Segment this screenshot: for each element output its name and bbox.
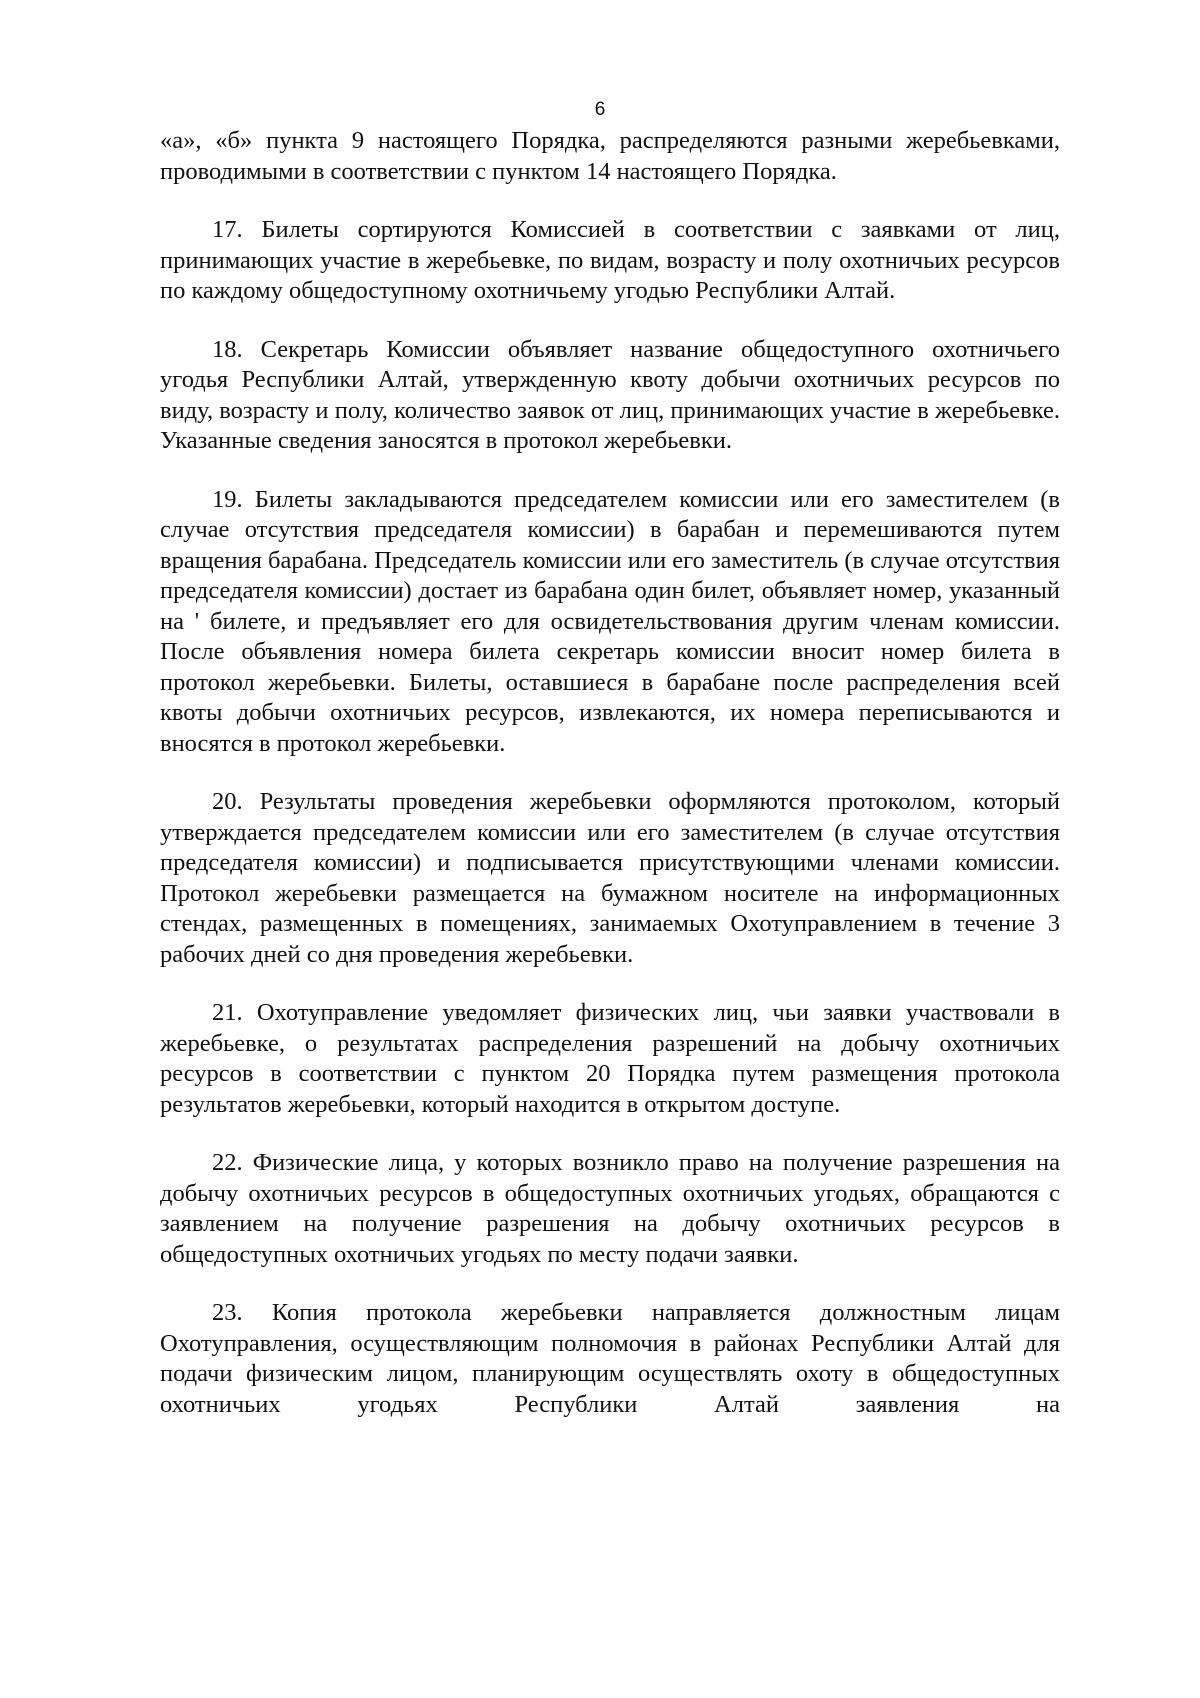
- paragraph-23: 23. Копия протокола жеребьевки направляется должностным лицам Охотуправления, осуществляющим полномочия в районах Республики Алтай для подачи физическим лицом, планирующим осуществлять охоту в общедоступных охотничьих угодьях Республики Алтай заявления на: [160, 1299, 1060, 1418]
- paragraph-21: 21. Охотуправление уведомляет физических лиц, чьи заявки участвовали в жеребьевке, о результатах распределения разрешений на добычу охотничьих ресурсов в соответствии с пунктом 20 Порядка путем размещения протокола результатов жеребьевки, который находится в открытом доступе.: [160, 999, 1060, 1118]
- paragraph-17: 17. Билеты сортируются Комиссией в соответствии с заявками от лиц, принимающих участие в жеребьевке, по видам, возрасту и полу охотничьих ресурсов по каждому общедоступному охотничьему угодью Республики Алтай.: [160, 216, 1060, 304]
- page-number: 6: [594, 99, 606, 120]
- paragraph-20: 20. Результаты проведения жеребьевки оформляются протоколом, который утверждается председателем комиссии или его заместителем (в случае отсутствия председателя комиссии) и подписывается присутствующими членами комиссии. Протокол жеребьевки размещается на бумажном носителе на информационных стендах, размещенных в помещениях, занимаемых Охотуправлением в течение 3 рабочих дней со дня проведения жеребьевки.: [160, 788, 1060, 968]
- paragraph-22: 22. Физические лица, у которых возникло право на получение разрешения на добычу охотничьих ресурсов в общедоступных охотничьих угодьях, обращаются с заявлением на получение разрешения на добычу охотничьих ресурсов в общедоступных охотничьих угодьях по месту подачи заявки.: [160, 1149, 1060, 1268]
- paragraph-18: 18. Секретарь Комиссии объявляет название общедоступного охотничьего угодья Республики Алтай, утвержденную квоту добычи охотничьих ресурсов по виду, возрасту и полу, количество заявок от лиц, принимающих участие в жеребьевке. Указанные сведения заносятся в протокол жеребьевки.: [160, 335, 1060, 454]
- paragraph-continuation: «а», «б» пункта 9 настоящего Порядка, распределяются разными жеребьевками, проводимыми в соответствии с пунктом 14 настоящего Порядка.: [160, 127, 1060, 185]
- document-body: [160, 126, 1060, 1420]
- paragraph-19: 19. Билеты закладываются председателем комиссии или его заместителем (в случае отсутствия председателя комиссии) в барабан и перемешиваются путем вращения барабана. Председатель комиссии или его заместитель (в случае отсутствия председателя комиссии) достает из барабана один билет, объявляет номер, указанный на ' билете, и предъявляет его для освидетельствования другим членам комиссии. После объявления номера билета секретарь комиссии вносит номер билета в протокол жеребьевки. Билеты, оставшиеся в барабане после распределения всей квоты добычи охотничьих ресурсов, извлекаются, их номера переписываются и вносятся в протокол жеребьевки.: [160, 485, 1061, 757]
